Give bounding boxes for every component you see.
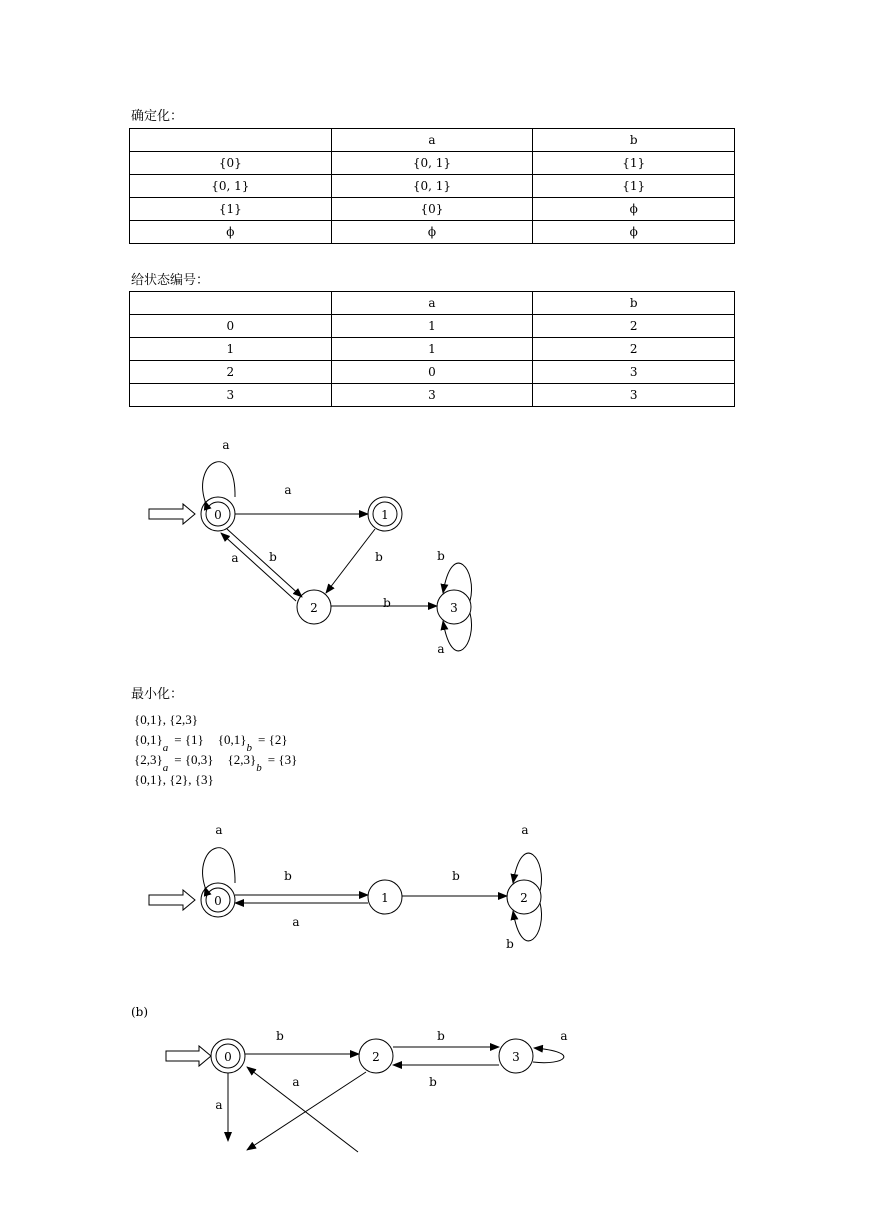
edge-loop-3 xyxy=(533,1048,564,1063)
table-cell: 1 xyxy=(130,338,332,361)
edge-cross-from-2 xyxy=(247,1072,366,1150)
edge-label: b xyxy=(383,596,391,610)
input-symbol: a xyxy=(162,762,169,774)
state-label: 2 xyxy=(372,1050,380,1064)
set-text: {0,1} xyxy=(217,732,247,747)
state-label: 3 xyxy=(450,601,458,615)
table-row xyxy=(130,315,735,338)
table-row xyxy=(130,198,735,221)
start-arrow xyxy=(149,504,195,524)
table-cell: {0, 1} xyxy=(331,175,533,198)
header-cell: b xyxy=(533,129,735,152)
partition-final: {0,1}, {2}, {3} xyxy=(134,772,214,787)
header-cell: b xyxy=(533,292,735,315)
table-cell: {1} xyxy=(533,152,735,175)
edge-1-2 xyxy=(326,529,375,593)
numbering-heading: 给状态编号： xyxy=(131,273,210,288)
edge-loop-0 xyxy=(203,848,235,887)
state-0 xyxy=(201,497,235,531)
set-text: = {2} xyxy=(258,732,288,747)
table-row xyxy=(130,175,735,198)
table-cell: {0, 1} xyxy=(331,152,533,175)
header-cell xyxy=(130,129,332,152)
determinize-table xyxy=(129,128,735,244)
set-text: = {3} xyxy=(267,752,298,767)
state-2 xyxy=(359,1039,393,1073)
edge-label: b xyxy=(452,869,460,883)
state-label: 2 xyxy=(520,891,528,905)
state-3 xyxy=(437,590,471,624)
edge-label: b xyxy=(269,550,277,564)
state-label: 3 xyxy=(512,1050,520,1064)
table-cell: 0 xyxy=(130,315,332,338)
table-cell: 1 xyxy=(331,338,533,361)
table-cell: 2 xyxy=(533,315,735,338)
set-text: {2,3} xyxy=(134,752,163,767)
set-text: = {1} xyxy=(174,732,204,747)
table-cell: {1} xyxy=(533,175,735,198)
edge-label: a xyxy=(292,1075,300,1089)
edge-loop-0 xyxy=(203,462,235,501)
table-cell: {1} xyxy=(130,198,332,221)
table-header-row xyxy=(130,129,735,152)
table-row xyxy=(130,384,735,407)
table-cell: ϕ xyxy=(130,221,332,244)
state-label: 1 xyxy=(381,508,389,522)
edge-label: a xyxy=(437,642,445,656)
state-0 xyxy=(211,1039,245,1073)
table-cell: 3 xyxy=(533,384,735,407)
edge-label: a xyxy=(560,1029,568,1043)
set-text: {0,1} xyxy=(134,732,163,747)
table-cell: {0, 1} xyxy=(130,175,332,198)
edge-label: a xyxy=(222,438,230,452)
state-1 xyxy=(368,880,402,914)
minimize-heading: 最小化： xyxy=(131,687,184,702)
table-row xyxy=(130,221,735,244)
numbering-table xyxy=(129,291,735,407)
state-label: 0 xyxy=(214,894,222,908)
edge-2-0 xyxy=(221,533,296,601)
state-1 xyxy=(368,497,402,531)
partition-initial: {0,1}, {2,3} xyxy=(134,712,198,727)
table-cell: 3 xyxy=(130,384,332,407)
state-2 xyxy=(297,590,331,624)
edge-label: b xyxy=(375,550,383,564)
table-header-row xyxy=(130,292,735,315)
state-label: 0 xyxy=(214,508,222,522)
minimize-sets xyxy=(134,710,297,790)
table-cell: ϕ xyxy=(533,221,735,244)
edge-label: b xyxy=(276,1029,284,1043)
table-cell: 3 xyxy=(331,384,533,407)
edge-label: a xyxy=(231,551,239,565)
edge-label: b xyxy=(429,1075,437,1089)
input-symbol: b xyxy=(256,762,262,774)
set-text: {2,3} xyxy=(227,752,257,767)
state-label: 1 xyxy=(381,891,389,905)
edge-label: a xyxy=(284,483,292,497)
edge-label: b xyxy=(506,937,514,951)
table-cell: 1 xyxy=(331,315,533,338)
edge-label: a xyxy=(292,915,300,929)
split-row-23 xyxy=(134,750,298,774)
edge-label: b xyxy=(284,869,292,883)
table-cell: ϕ xyxy=(533,198,735,221)
split-row-01 xyxy=(134,730,297,754)
input-symbol: a xyxy=(162,742,169,754)
input-symbol: b xyxy=(246,742,253,754)
state-label: 0 xyxy=(224,1050,232,1064)
edge-label: a xyxy=(521,823,529,837)
set-text: = {0,3} xyxy=(174,752,214,767)
table-cell: 2 xyxy=(533,338,735,361)
part-b-label: (b) xyxy=(131,1005,149,1019)
state-0 xyxy=(201,883,235,917)
dfa-diagram xyxy=(0,430,869,670)
table-cell: 2 xyxy=(130,361,332,384)
table-cell: {0} xyxy=(331,198,533,221)
table-row xyxy=(130,361,735,384)
state-3 xyxy=(499,1039,533,1073)
start-arrow xyxy=(149,890,195,910)
determinize-heading: 确定化： xyxy=(131,109,184,124)
start-arrow xyxy=(166,1046,211,1066)
table-row xyxy=(130,338,735,361)
edge-label: b xyxy=(437,549,445,563)
edge-label: a xyxy=(215,823,223,837)
state-label: 2 xyxy=(310,601,318,615)
state-2 xyxy=(507,880,541,914)
table-cell: {0} xyxy=(130,152,332,175)
table-cell: ϕ xyxy=(331,221,533,244)
table-row xyxy=(130,152,735,175)
header-cell: a xyxy=(331,129,533,152)
header-cell: a xyxy=(331,292,533,315)
part-b-diagram xyxy=(0,1020,869,1160)
minimized-dfa-diagram xyxy=(0,815,869,965)
edge-label: a xyxy=(215,1098,223,1112)
table-cell: 3 xyxy=(533,361,735,384)
edge-label: b xyxy=(437,1029,445,1043)
table-cell: 0 xyxy=(331,361,533,384)
header-cell xyxy=(130,292,332,315)
